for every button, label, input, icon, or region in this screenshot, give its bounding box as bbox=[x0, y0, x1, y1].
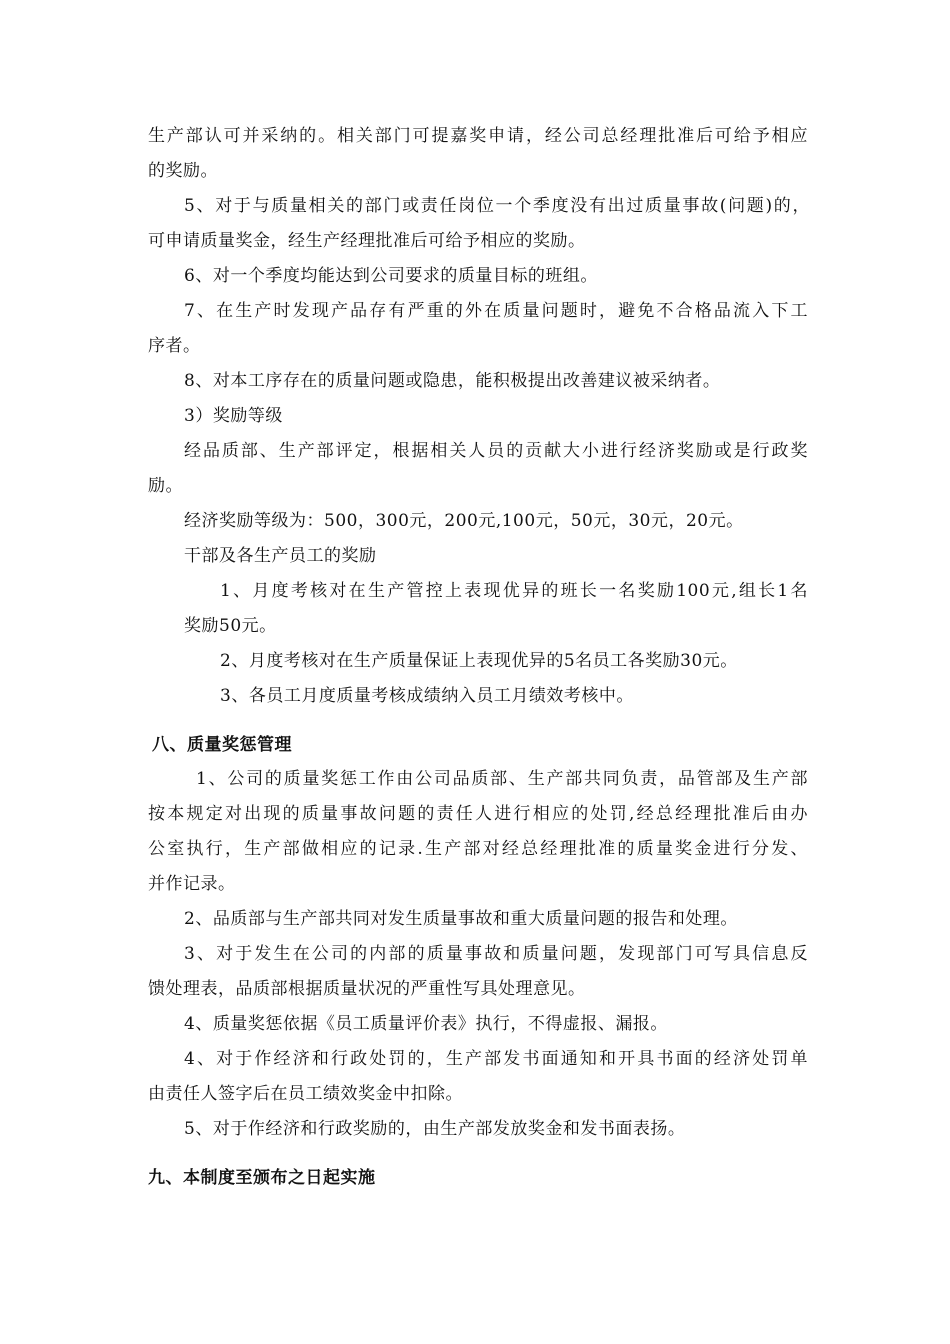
paragraph-line: 由责任人签字后在员工绩效奖金中扣除。 bbox=[148, 1084, 463, 1104]
paragraph-line: 4、质量奖惩依据《员工质量评价表》执行，不得虚报、漏报。 bbox=[184, 1014, 668, 1034]
paragraph-line: 3、对于发生在公司的内部的质量事故和质量问题，发现部门可写具信息反 bbox=[184, 944, 808, 964]
paragraph-line: 6、对一个季度均能达到公司要求的质量目标的班组。 bbox=[184, 266, 598, 286]
paragraph-line: 并作记录。 bbox=[148, 874, 236, 894]
paragraph-line: 2、月度考核对在生产质量保证上表现优异的5名员工各奖励30元。 bbox=[220, 651, 738, 671]
paragraph-line: 干部及各生产员工的奖励 bbox=[184, 546, 377, 566]
paragraph-line: 可申请质量奖金，经生产经理批准后可给予相应的奖励。 bbox=[148, 231, 586, 251]
paragraph-line: 励。 bbox=[148, 476, 183, 496]
paragraph-line: 3、各员工月度质量考核成绩纳入员工月绩效考核中。 bbox=[220, 686, 634, 706]
paragraph-line: 公室执行，生产部做相应的记录.生产部对经总经理批准的质量奖金进行分发、 bbox=[148, 839, 808, 859]
paragraph-line: 馈处理表，品质部根据质量状况的严重性写具处理意见。 bbox=[148, 979, 586, 999]
paragraph-line: 8、对本工序存在的质量问题或隐患，能积极提出改善建议被采纳者。 bbox=[184, 371, 721, 391]
section-heading: 八、质量奖惩管理 bbox=[152, 735, 292, 755]
paragraph-line: 奖励50元。 bbox=[184, 616, 277, 636]
paragraph-line: 1、月度考核对在生产管控上表现优异的班长一名奖励100元,组长1名 bbox=[220, 581, 808, 601]
paragraph-line: 生产部认可并采纳的。相关部门可提嘉奖申请，经公司总经理批准后可给予相应 bbox=[148, 126, 808, 146]
paragraph-line: 按本规定对出现的质量事故问题的责任人进行相应的处罚,经总经理批准后由办 bbox=[148, 804, 808, 824]
paragraph-line: 4、对于作经济和行政处罚的，生产部发书面通知和开具书面的经济处罚单 bbox=[184, 1049, 808, 1069]
paragraph-line: 7、在生产时发现产品存有严重的外在质量问题时，避免不合格品流入下工 bbox=[184, 301, 808, 321]
section-heading: 九、本制度至颁布之日起实施 bbox=[148, 1168, 376, 1188]
paragraph-line: 2、品质部与生产部共同对发生质量事故和重大质量问题的报告和处理。 bbox=[184, 909, 738, 929]
paragraph-line: 经品质部、生产部评定，根据相关人员的贡献大小进行经济奖励或是行政奖 bbox=[184, 441, 808, 461]
paragraph-line: 的奖励。 bbox=[148, 161, 218, 181]
paragraph-line: 序者。 bbox=[148, 336, 201, 356]
section-subheading: 3）奖励等级 bbox=[184, 406, 283, 426]
paragraph-line: 5、对于作经济和行政奖励的，由生产部发放奖金和发书面表扬。 bbox=[184, 1119, 686, 1139]
paragraph-line: 5、对于与质量相关的部门或责任岗位一个季度没有出过质量事故(问题)的， bbox=[184, 196, 810, 216]
paragraph-line: 经济奖励等级为：500，300元，200元,100元，50元，30元，20元。 bbox=[184, 511, 744, 531]
paragraph-line: 1、公司的质量奖惩工作由公司品质部、生产部共同负责，品管部及生产部 bbox=[196, 769, 808, 789]
